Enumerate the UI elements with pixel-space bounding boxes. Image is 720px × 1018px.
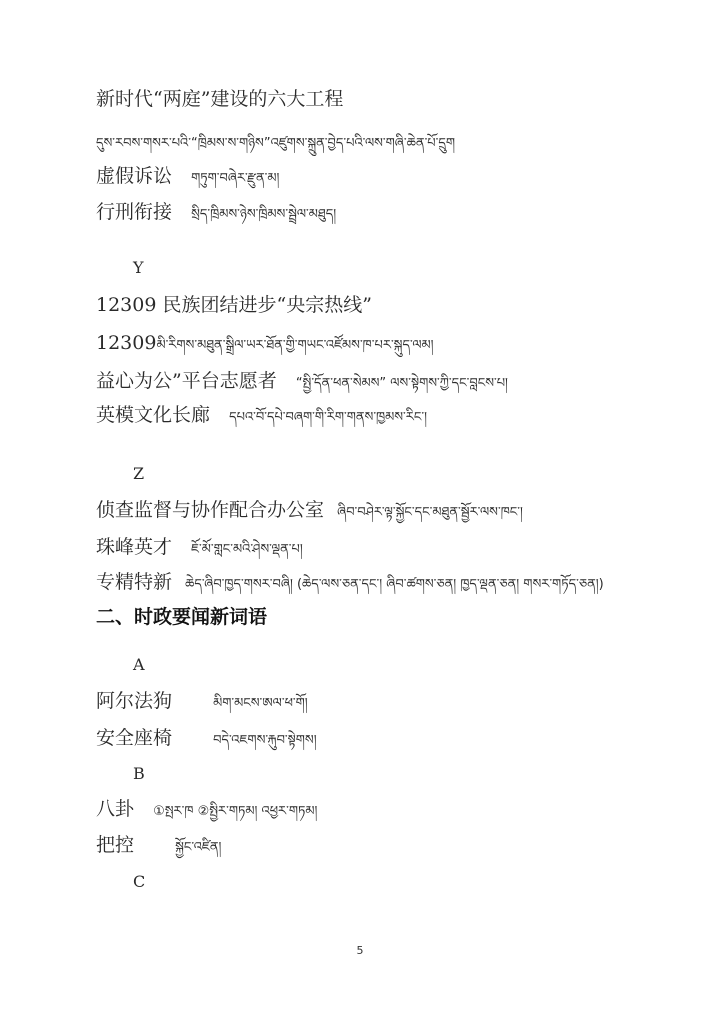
tibetan-translation: ཇོ་མོ་གླང་མའི་ཤེས་ལྡན་པ།	[191, 542, 303, 557]
chinese-term: 把控	[96, 834, 135, 856]
chinese-term: 阿尔法狗	[96, 690, 173, 712]
chinese-term: 安全座椅	[96, 727, 173, 749]
page-number: 5	[356, 944, 364, 957]
chinese-term: 英模文化长廊	[96, 404, 211, 426]
chinese-term: 侦查监督与协作配合办公室	[96, 499, 325, 521]
entry-row	[96, 573, 604, 592]
tibetan-translation: “སྤྱི་དོན་ཕན་སེམས” ལས་སྟེགས་ཀྱི་དང་བླངས་པ།	[295, 376, 508, 391]
tibetan-translation: དཔའ་བོ་དཔེ་བཞག་གི་རིག་གནས་ཁྱམས་རིང་།	[229, 410, 427, 425]
tibetan-translation: ①སྤར་ཁ ②སྤྱིར་གཏམ། འཕྱར་གཏམ།	[153, 804, 318, 819]
entry-row	[96, 296, 372, 315]
section-heading: 二、时政要闻新词语	[96, 606, 268, 628]
entry-row	[96, 538, 303, 557]
entry-row	[96, 372, 508, 391]
entry-row	[96, 836, 221, 855]
entry-row	[96, 501, 523, 520]
entry-row	[96, 800, 317, 819]
chinese-term: 新时代“两庭”建设的六大工程	[96, 88, 344, 110]
chinese-term: 行刑衔接	[96, 201, 173, 223]
chinese-term: 专精特新	[96, 571, 173, 593]
index-letter-y: Y	[133, 258, 144, 277]
index-letter-c: C	[133, 872, 146, 891]
entry-row	[96, 134, 455, 150]
tibetan-translation: གཏུག་བཞེར་རྫུན་མ།	[191, 171, 280, 186]
chinese-term: 八卦	[96, 798, 135, 820]
tibetan-translation: སྐྱོང་འཛིན།	[175, 840, 222, 855]
chinese-term: 益心为公”平台志愿者	[96, 370, 277, 392]
entry-row	[96, 729, 317, 748]
tibetan-translation: མི་རིགས་མཐུན་སྒྲིལ་ཡར་ཐོན་གྱི་གཡང་འཛོམས་ཁ་པར་སྐུད་ལམ།	[156, 338, 434, 353]
index-letter-a: A	[133, 655, 145, 674]
entry-row	[96, 90, 343, 109]
entry-row	[96, 406, 427, 425]
tibetan-translation: སྲིད་ཁྲིམས་ཉེས་ཁྲིམས་སྦྲེལ་མཐུད།	[191, 207, 337, 222]
tibetan-translation: མིག་མངས་ཨལ་ཕ་གོ།	[213, 696, 308, 711]
index-letter-z: Z	[133, 464, 145, 483]
tibetan-translation: དུས་རབས་གསར་པའི་“ཁྲིམས་ས་གཉིས”འཛུགས་སྐྲུན་བྱེད་པའི་ལས་གཞི་ཆེན་པོ་དྲུག	[96, 136, 456, 151]
tibetan-translation: ཆེད་ཞིབ་ཁྱད་གསར་བཞི། (ཆེད་ལས་ཅན་དང་། ཞིབ་ཚགས་ཅན། ཁྱད་ལྡན་ཅན། གསར་གཏོད་ཅན།)	[185, 577, 604, 592]
entry-row	[96, 203, 336, 222]
chinese-term: 虚假诉讼	[96, 165, 173, 187]
entry-row	[96, 692, 308, 711]
entry-row	[96, 167, 279, 186]
entry-row	[96, 334, 434, 353]
chinese-term: 12309	[96, 332, 157, 354]
tibetan-translation: ཞིབ་བཤེར་ལྟ་སྐྱོང་དང་མཐུན་སྦྱོར་ལས་ཁང་།	[337, 505, 523, 520]
index-letter-b: B	[133, 764, 145, 783]
chinese-term: 12309 民族团结进步“央宗热线”	[96, 294, 372, 316]
tibetan-translation: བདེ་འཇགས་རྐུབ་སྟེགས།	[213, 733, 317, 748]
chinese-term: 珠峰英才	[96, 536, 173, 558]
